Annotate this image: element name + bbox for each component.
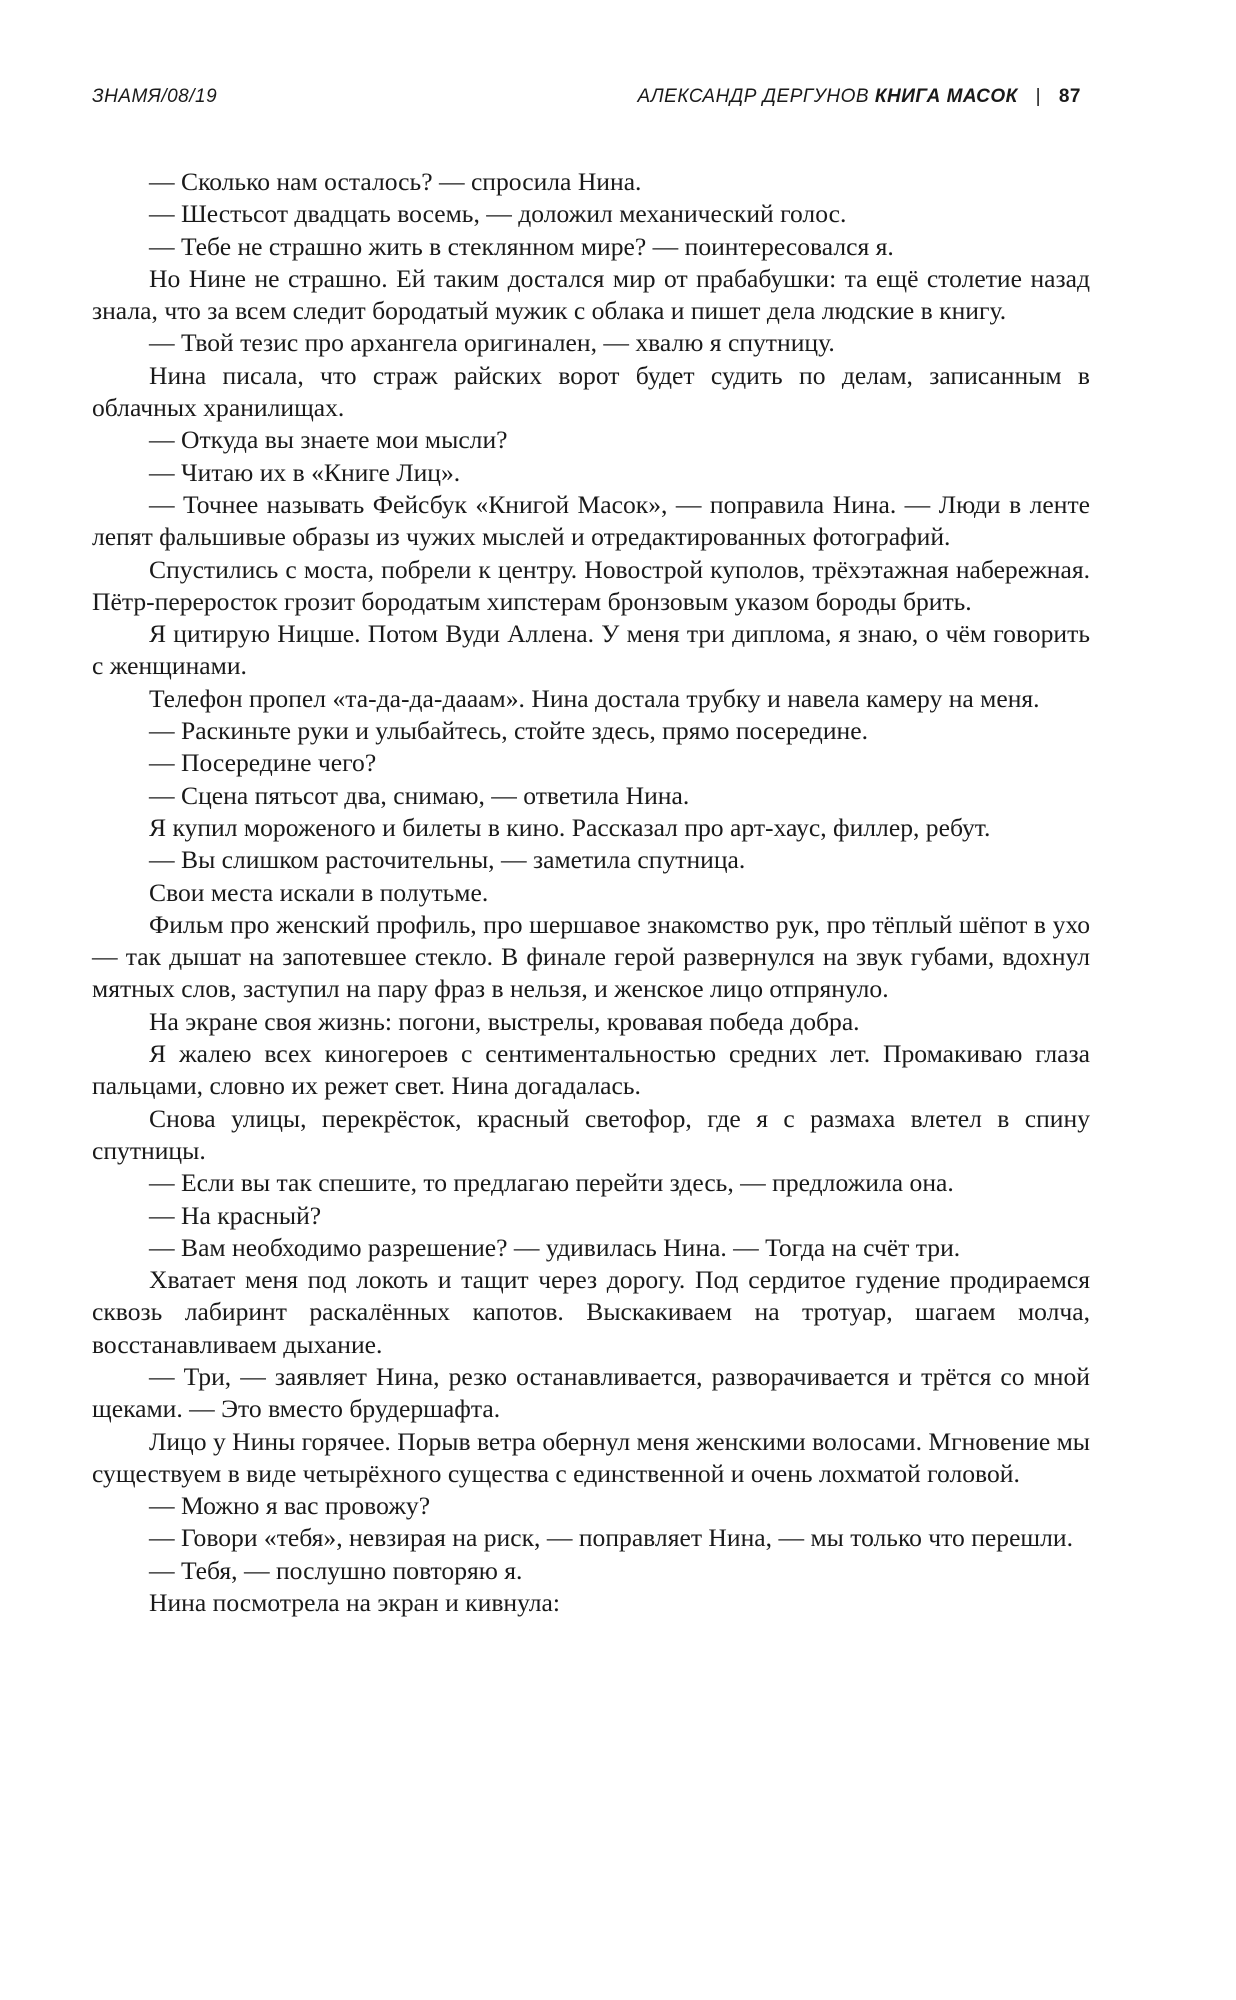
- paragraph: Нина посмотрела на экран и кивнула:: [149, 1588, 561, 1618]
- paragraph: — Раскиньте руки и улыбайтесь, стойте здесь, прямо посередине.: [149, 716, 868, 746]
- paragraph: — Посередине чего?: [149, 748, 377, 778]
- paragraph: Лицо у Нины горячее. Порыв ветра обернул меня женскими волосами. Мгновение мы существуем в виде четырёхного существа с единственной и очень лохматой головой.: [92, 1426, 1090, 1488]
- paragraph: — Можно я вас провожу?: [149, 1491, 431, 1521]
- paragraph: Я жалею всех киногероев с сентиментальностью средних лет. Промакиваю глаза пальцами, словно их режет свет. Нина догадалась.: [92, 1039, 1090, 1101]
- paragraph: — Твой тезис про архангела оригинален, — хвалю я спутницу.: [149, 328, 835, 358]
- paragraph: — Сколько нам осталось? — спросила Нина.: [149, 167, 642, 196]
- paragraph: Свои места искали в полутьме.: [149, 877, 489, 907]
- header-separator: |: [1035, 86, 1042, 107]
- page-number: 87: [1058, 86, 1081, 107]
- paragraph: — Тебя, — послушно повторяю я.: [149, 1555, 523, 1585]
- paragraph: — Сцена пятьсот два, снимаю, — ответила Нина.: [149, 780, 690, 810]
- running-header: [92, 86, 1081, 116]
- paragraph: Снова улицы, перекрёсток, красный светофор, где я с размаха влетел в спину спутницы.: [92, 1103, 1090, 1165]
- paragraph: — Три, — заявляет Нина, резко останавливается, разворачивается и трётся со мной щеками. — Это вместо брудершафта.: [92, 1361, 1090, 1424]
- paragraph: Фильм про женский профиль, про шершавое знакомство рук, про тёплый шёпот в ухо — так дышат на запотевшее стекло. В финале герой развернулся на звук губами, вдохнул мятных слов, заступил на пару фраз в нельзя, и женское лицо отпрянуло.: [92, 909, 1090, 1004]
- paragraph: — Точнее называть Фейсбук «Книгой Масок», — поправила Нина. — Люди в ленте лепят фальшивые образы из чужих мыслей и отредактированных фотографий.: [92, 489, 1090, 552]
- paragraph: На экране своя жизнь: погони, выстрелы, кровавая победа добра.: [149, 1006, 860, 1036]
- paragraph: — На красный?: [149, 1200, 322, 1230]
- paragraph: Телефон пропел «та-да-да-дааам». Нина достала трубку и навела камеру на меня.: [149, 683, 1040, 713]
- header-right: [637, 86, 1081, 108]
- paragraph: — Тебе не страшно жить в стеклянном мире? — поинтересовался я.: [149, 231, 894, 261]
- paragraph: Хватает меня под локоть и тащит через дорогу. Под сердитое гудение продираемся сквозь лабиринт раскалённых капотов. Выскакиваем на тротуар, шагаем молча, восстанавливаем дыхание.: [92, 1265, 1090, 1359]
- paragraph: — Говори «тебя», невзирая на риск, — поправляет Нина, — мы только что перешли.: [149, 1523, 1074, 1553]
- paragraph: — Читаю их в «Книге Лиц».: [149, 457, 461, 487]
- paragraph: — Вам необходимо разрешение? — удивилась Нина. — Тогда на счёт три.: [149, 1232, 961, 1262]
- paragraph: — Если вы так спешите, то предлагаю перейти здесь, — предложила она.: [149, 1168, 954, 1198]
- book-title: КНИГА МАСОК: [874, 86, 1018, 107]
- journal-issue: ЗНАМЯ/08/19: [92, 86, 218, 107]
- paragraph: — Откуда вы знаете мои мысли?: [149, 425, 508, 455]
- author-name: АЛЕКСАНДР ДЕРГУНОВ: [637, 86, 870, 107]
- paragraph: — Вы слишком расточительны, — заметила спутница.: [149, 845, 746, 875]
- paragraph: Спустились с моста, побрели к центру. Новострой куполов, трёхэтажная набережная. Пётр-переросток грозит бородатым хипстерам бронзовым указом бороды брить.: [92, 554, 1090, 616]
- paragraph: Я купил мороженого и билеты в кино. Рассказал про арт-хаус, филлер, ребут.: [149, 812, 991, 842]
- paragraph: — Шестьсот двадцать восемь, — доложил механический голос.: [149, 199, 847, 229]
- paragraph: Но Нине не страшно. Ей таким достался мир от прабабушки: та ещё столетие назад знала, что за всем следит бородатый мужик с облака и пишет дела людские в книгу.: [92, 263, 1090, 326]
- paragraph: Нина писала, что страж райских ворот будет судить по делам, записанным в облачных хранилищах.: [92, 360, 1090, 423]
- body-text: [92, 166, 1090, 1619]
- paragraph: Я цитирую Ницше. Потом Вуди Аллена. У меня три диплома, я знаю, о чём говорить с женщинами.: [92, 619, 1090, 681]
